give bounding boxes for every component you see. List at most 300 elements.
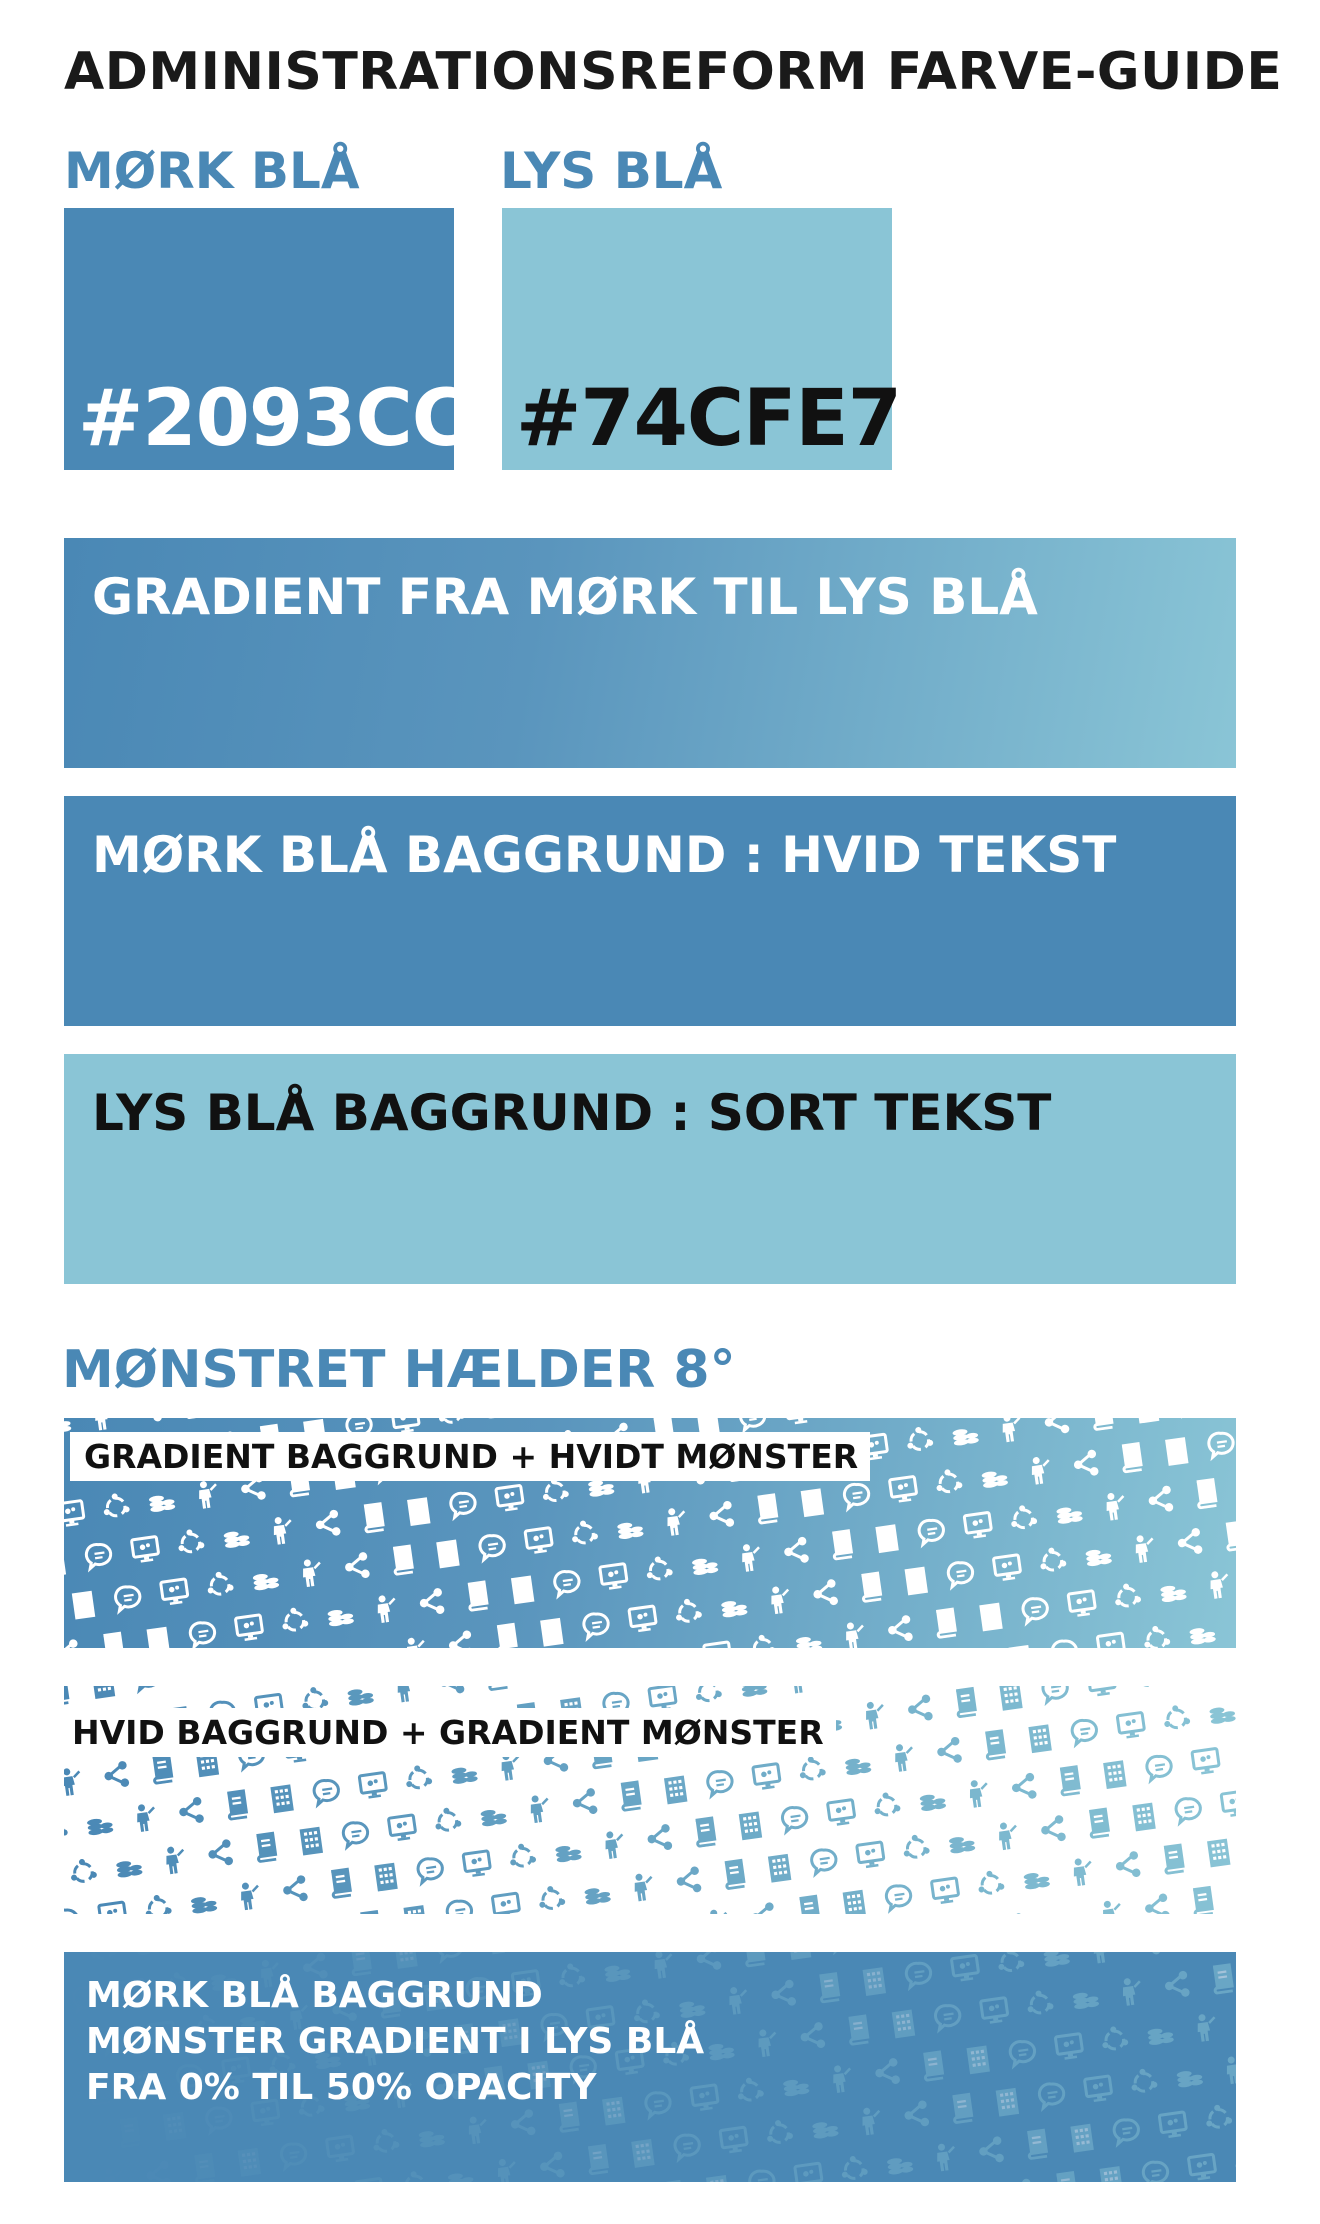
coins-icon <box>149 1493 176 1512</box>
book-icon <box>102 1633 123 1648</box>
share-icon <box>343 1552 370 1581</box>
cycle-icon <box>632 1998 661 2024</box>
book-icon <box>935 1609 956 1637</box>
share-icon <box>418 1588 445 1617</box>
building-icon <box>540 1618 563 1647</box>
coins-icon <box>87 1817 114 1836</box>
person-icon <box>1091 1952 1113 1964</box>
monitor-icon <box>1088 1686 1116 1697</box>
share-icon <box>1007 2178 1034 2182</box>
person-icon <box>1104 1491 1126 1521</box>
person-icon <box>652 1952 674 1979</box>
person-icon <box>93 1418 115 1431</box>
coins-icon <box>1147 2026 1174 2045</box>
chat-icon <box>134 1686 161 1691</box>
book-icon <box>922 2052 943 2080</box>
swatch-hex-light: #74CFE7 <box>516 374 901 464</box>
chat-icon <box>85 1543 112 1569</box>
monitor-icon <box>889 1476 917 1503</box>
building-icon <box>1165 1437 1188 1466</box>
person-icon <box>102 2166 124 2182</box>
building-icon <box>64 1548 66 1577</box>
book-icon <box>756 1495 777 1523</box>
share-icon <box>538 2151 565 2180</box>
person-icon <box>769 1585 791 1615</box>
chat-icon <box>1038 2082 1065 2108</box>
sample-gradient-bg-white-pattern <box>64 1418 1236 1648</box>
share-icon <box>571 1788 598 1817</box>
coins-icon <box>191 1895 218 1914</box>
book-icon <box>64 1686 68 1705</box>
chat-icon <box>114 1585 141 1611</box>
cycle-icon <box>371 2127 400 2153</box>
share-icon <box>1039 1815 1066 1844</box>
chat-icon <box>313 1779 340 1805</box>
book-icon <box>363 1504 384 1532</box>
building-icon <box>1103 1760 1126 1789</box>
cycle-icon <box>765 2118 794 2144</box>
chat-icon <box>843 1483 870 1509</box>
book-icon <box>620 1782 641 1810</box>
person-icon <box>395 1686 417 1703</box>
person-icon <box>405 1636 427 1648</box>
building-icon <box>1028 1724 1051 1753</box>
coins-icon <box>555 1844 582 1863</box>
building-icon <box>1008 1645 1031 1648</box>
building-icon <box>892 2010 915 2039</box>
chat-icon <box>645 2091 672 2117</box>
share-icon <box>103 1761 130 1790</box>
share-icon <box>675 1866 702 1895</box>
coins-icon <box>783 2078 810 2097</box>
building-icon <box>72 1591 95 1620</box>
cycle-icon <box>644 1555 673 1581</box>
building-icon <box>147 1627 170 1648</box>
monitor-icon <box>64 1501 85 1528</box>
chat-icon <box>437 1952 464 1960</box>
coins-icon <box>708 2042 735 2061</box>
cycle-icon <box>437 1418 466 1424</box>
monitor-icon <box>359 1773 387 1800</box>
page-title: ADMINISTRATIONSREFORM FARVE-GUIDE <box>64 42 1283 102</box>
book-icon <box>1192 1888 1213 1914</box>
person-icon <box>1195 2012 1217 2042</box>
panel-gradient <box>64 538 1236 768</box>
monitor-icon <box>691 2085 719 2112</box>
building-icon <box>163 2112 186 2141</box>
sample-3-line-3: FRA 0% TIL 50% OPACITY <box>86 2067 597 2108</box>
coins-icon <box>1209 1705 1236 1724</box>
building-icon <box>996 2088 1019 2117</box>
monitor-icon <box>720 2127 748 2154</box>
share-icon <box>177 1796 204 1825</box>
share-icon <box>135 1418 162 1424</box>
person-icon <box>197 1479 219 1509</box>
person-icon <box>1121 1977 1143 2007</box>
chat-icon <box>1042 1686 1069 1702</box>
coins-icon <box>1053 1913 1080 1914</box>
monitor-icon <box>786 1418 814 1425</box>
swatch-label-light: LYS BLÅ <box>500 142 723 200</box>
chat-icon <box>918 1518 945 1544</box>
cycle-icon <box>557 1962 586 1988</box>
share-icon <box>874 2058 901 2087</box>
person-icon <box>997 1821 1019 1851</box>
coins-icon <box>451 1765 478 1784</box>
coins-icon <box>1176 2069 1203 2088</box>
person-icon <box>603 1830 625 1860</box>
building-icon <box>788 1952 811 1960</box>
person-icon <box>496 2157 518 2182</box>
share-icon <box>1010 1772 1037 1801</box>
person-icon <box>164 1845 186 1875</box>
share-icon <box>770 1979 797 2008</box>
cycle-icon <box>1142 1624 1171 1648</box>
monitor-icon <box>931 1878 959 1905</box>
coins-icon <box>480 1808 507 1827</box>
panel-dark-blue-label: MØRK BLÅ BAGGRUND : HVID TEKST <box>92 826 1117 884</box>
person-icon <box>1208 1570 1230 1600</box>
person-icon <box>239 1881 261 1911</box>
swatch-dark-blue <box>64 208 468 470</box>
book-icon <box>392 1546 413 1574</box>
book-icon <box>1088 1809 1109 1837</box>
person-icon <box>301 1558 323 1588</box>
monitor-icon <box>131 1537 159 1564</box>
share-icon <box>782 1536 809 1565</box>
chat-icon <box>781 1806 808 1832</box>
chat-icon <box>1208 1431 1235 1457</box>
coins-icon <box>448 2171 475 2182</box>
chat-icon <box>450 1491 477 1517</box>
coins-icon <box>327 1608 354 1627</box>
share-icon <box>509 2109 536 2138</box>
swatch-light-blue <box>502 208 901 470</box>
monitor-icon <box>1221 1791 1236 1818</box>
coins-icon <box>1072 1991 1099 2010</box>
coins-icon <box>741 1686 768 1698</box>
book-icon <box>359 1912 380 1914</box>
cycle-icon <box>905 1425 934 1451</box>
building-icon <box>270 1784 293 1813</box>
share-icon <box>903 2100 930 2129</box>
monitor-icon <box>1097 1633 1125 1648</box>
chat-icon <box>1071 1718 1098 1744</box>
coins-icon <box>418 2129 445 2148</box>
share-icon <box>1163 1970 1190 1999</box>
sample-2-label: HVID BAGGRUND + GRADIENT MØNSTER <box>64 1708 836 1757</box>
building-icon <box>1070 2124 1093 2153</box>
cycle-icon <box>1009 1504 1038 1530</box>
cycle-icon <box>143 1893 172 1914</box>
monitor-icon <box>356 2178 384 2182</box>
building-icon <box>436 1540 459 1569</box>
chat-icon <box>280 2142 307 2168</box>
chat-icon <box>417 1857 444 1883</box>
building-icon <box>905 1567 928 1596</box>
chat-icon <box>342 1821 369 1847</box>
share-icon <box>1143 1893 1170 1914</box>
sample-1-label: GRADIENT BAGGRUND + HVIDT MØNSTER <box>70 1432 870 1481</box>
coins-icon <box>952 1427 979 1446</box>
book-icon <box>818 1974 839 2002</box>
monitor-icon <box>704 1642 732 1648</box>
monitor-icon <box>1159 2112 1187 2139</box>
section-heading: MØNSTRET HÆLDER 8° <box>62 1340 736 1400</box>
book-icon <box>724 1860 745 1888</box>
sample-white-bg-gradient-pattern <box>64 1686 1236 1914</box>
cycle-icon <box>976 1869 1005 1895</box>
person-icon <box>375 1594 397 1624</box>
coins-icon <box>692 1556 719 1575</box>
monitor-icon <box>981 1998 1009 2025</box>
person-icon <box>665 1507 687 1537</box>
book-icon <box>1055 2173 1076 2182</box>
coins-icon <box>845 1757 872 1776</box>
cycle-icon <box>839 2154 868 2180</box>
coins-icon <box>812 2120 839 2139</box>
coins-icon <box>721 1599 748 1618</box>
book-icon <box>1026 2130 1047 2158</box>
chat-icon <box>1022 1597 1049 1623</box>
coins-icon <box>588 1478 615 1497</box>
person-icon <box>844 1621 866 1648</box>
person-icon <box>1225 2055 1236 2085</box>
monitor-icon <box>1117 1712 1145 1739</box>
cycle-icon <box>798 1755 827 1781</box>
sample-3-line-2: MØNSTER GRADIENT I LYS BLÅ <box>86 2021 705 2062</box>
monitor-icon <box>600 1564 628 1591</box>
chat-icon <box>934 2004 961 2030</box>
swatch-label-dark: MØRK BLÅ <box>64 142 360 200</box>
person-icon <box>707 1908 729 1914</box>
cycle-icon <box>280 1606 309 1632</box>
book-icon <box>496 1624 517 1648</box>
monitor-icon <box>857 1842 885 1869</box>
building-icon <box>875 1524 898 1553</box>
cycle-icon <box>537 1884 566 1910</box>
coins-icon <box>136 1952 163 1956</box>
book-icon <box>1163 1845 1184 1873</box>
person-icon <box>632 1872 654 1902</box>
book-icon <box>119 2119 140 2147</box>
chat-icon <box>885 1884 912 1910</box>
panel-light-blue <box>64 1054 1236 1284</box>
cycle-icon <box>433 1806 462 1832</box>
book-icon <box>467 1582 488 1610</box>
book-icon <box>744 1952 765 1966</box>
cycle-icon <box>205 1570 234 1596</box>
share-icon <box>1114 1851 1141 1880</box>
person-icon <box>789 1686 811 1694</box>
share-icon <box>438 1686 465 1696</box>
cycle-icon <box>404 1764 433 1790</box>
building-icon <box>511 1576 534 1605</box>
share-icon <box>750 1902 777 1914</box>
share-icon <box>935 1736 962 1765</box>
cycle-icon <box>748 1633 777 1648</box>
coins-icon <box>1189 1626 1216 1645</box>
cycle-icon <box>901 1833 930 1859</box>
chat-icon <box>1142 2160 1169 2182</box>
monitor-icon <box>993 1555 1021 1582</box>
coins-icon <box>679 1999 706 2018</box>
cycle-icon <box>570 1519 599 1545</box>
share-icon <box>1147 1485 1174 1514</box>
chat-icon <box>1146 1754 1173 1780</box>
monitor-icon <box>1192 1748 1220 1775</box>
person-icon <box>64 1767 82 1797</box>
cycle-icon <box>1133 1686 1162 1687</box>
monitor-icon <box>1188 2154 1216 2181</box>
person-icon <box>1133 1534 1155 1564</box>
coins-icon <box>949 1835 976 1854</box>
monitor-icon <box>235 1615 263 1642</box>
book-icon <box>193 2154 214 2182</box>
person-icon <box>740 1543 762 1573</box>
cycle-icon <box>176 1528 205 1554</box>
monitor-icon <box>951 1955 979 1982</box>
monitor-icon <box>753 1764 781 1791</box>
coins-icon <box>1160 1584 1187 1603</box>
person-icon <box>831 2064 853 2094</box>
cycle-icon <box>1129 2067 1158 2093</box>
monitor-icon <box>629 1606 657 1633</box>
coins-icon <box>887 2156 914 2175</box>
share-icon <box>906 1694 933 1723</box>
building-icon <box>374 1863 397 1892</box>
chat-icon <box>1175 1797 1202 1823</box>
share-icon <box>695 1952 722 1972</box>
monitor-icon <box>161 1579 189 1606</box>
person-icon <box>864 1700 886 1730</box>
chat-icon <box>674 2133 701 2159</box>
monitor-icon <box>525 1528 553 1555</box>
monitor-icon <box>326 2136 354 2163</box>
share-icon <box>886 1615 913 1644</box>
book-icon <box>1212 1965 1233 1993</box>
share-icon <box>1176 1527 1203 1556</box>
book-icon <box>798 1896 819 1914</box>
person-icon <box>935 2142 957 2172</box>
building-icon <box>1136 1418 1159 1424</box>
person-icon <box>968 1778 990 1808</box>
cycle-icon <box>69 1857 98 1883</box>
cycle-icon <box>101 1492 130 1518</box>
monitor-icon <box>795 2163 823 2182</box>
cycle-icon <box>1162 1704 1191 1730</box>
share-icon <box>977 2136 1004 2165</box>
coins-icon <box>584 1886 611 1905</box>
coins-icon <box>253 1572 280 1591</box>
book-icon <box>350 1952 371 1975</box>
cycle-icon <box>1204 2103 1233 2129</box>
share-icon <box>799 2022 826 2051</box>
coins-icon <box>919 1792 946 1811</box>
person-icon <box>1101 1899 1123 1914</box>
building-icon <box>394 1952 417 1969</box>
monitor-icon <box>388 1815 416 1842</box>
monitor-icon <box>1055 2034 1083 2061</box>
book-icon <box>1121 1444 1142 1472</box>
book-icon <box>151 1755 172 1783</box>
book-icon <box>955 1689 976 1717</box>
monitor-icon <box>463 1851 491 1878</box>
coins-icon <box>116 1859 143 1878</box>
building-icon <box>843 1890 866 1914</box>
chat-icon <box>1051 1639 1078 1648</box>
building-icon <box>801 1488 824 1517</box>
person-icon <box>1029 1455 1051 1485</box>
share-icon <box>1043 1418 1070 1436</box>
cycle-icon <box>1113 1582 1142 1608</box>
share-icon <box>145 2160 172 2182</box>
person-icon <box>135 1803 157 1833</box>
coins-icon <box>1056 1505 1083 1524</box>
chat-icon <box>706 1770 733 1796</box>
coins-icon <box>1023 1871 1050 1890</box>
building-icon <box>664 1776 687 1805</box>
coins-icon <box>981 1469 1008 1488</box>
cycle-icon <box>1005 1911 1034 1914</box>
cycle-icon <box>1025 1989 1054 2015</box>
building-icon <box>403 1905 426 1914</box>
building-icon <box>979 1603 1002 1632</box>
chat-icon <box>189 1621 216 1647</box>
chat-icon <box>947 1561 974 1587</box>
building-icon <box>706 2175 729 2182</box>
person-icon <box>727 1985 749 2015</box>
monitor-icon <box>496 1485 524 1512</box>
cycle-icon <box>1100 2025 1129 2051</box>
person-icon <box>1000 1418 1022 1443</box>
building-icon <box>92 1686 115 1699</box>
building-icon <box>300 1827 323 1856</box>
coins-icon <box>1085 1548 1112 1567</box>
book-icon <box>831 1531 852 1559</box>
book-icon <box>860 1573 881 1601</box>
share-icon <box>1072 1449 1099 1478</box>
share-icon <box>281 1875 308 1904</box>
monitor-icon <box>828 1800 856 1827</box>
cycle-icon <box>508 1842 537 1868</box>
coins-icon <box>347 1687 374 1706</box>
share-icon <box>646 1824 673 1853</box>
monitor-icon <box>1084 2076 1112 2103</box>
building-icon <box>768 1854 791 1883</box>
cycle-icon <box>64 1815 68 1841</box>
building-icon <box>1100 2166 1123 2182</box>
chat-icon <box>748 2169 775 2182</box>
book-icon <box>951 2094 972 2122</box>
chat-icon <box>1113 2118 1140 2144</box>
share-icon <box>1134 1952 1161 1957</box>
cycle-icon <box>736 2076 765 2102</box>
monitor-icon <box>1068 1591 1096 1618</box>
chat-icon <box>446 1899 473 1914</box>
share-icon <box>812 1579 839 1608</box>
cycle-icon <box>934 1468 963 1494</box>
person-icon <box>271 1515 293 1545</box>
person-icon <box>860 2106 882 2136</box>
building-icon <box>407 1497 430 1526</box>
coins-icon <box>617 1521 644 1540</box>
monitor-icon <box>964 1512 992 1539</box>
share-icon <box>447 1630 474 1648</box>
monitor-icon <box>492 1893 520 1914</box>
building-icon <box>631 2139 654 2168</box>
coins-icon <box>604 1963 631 1982</box>
